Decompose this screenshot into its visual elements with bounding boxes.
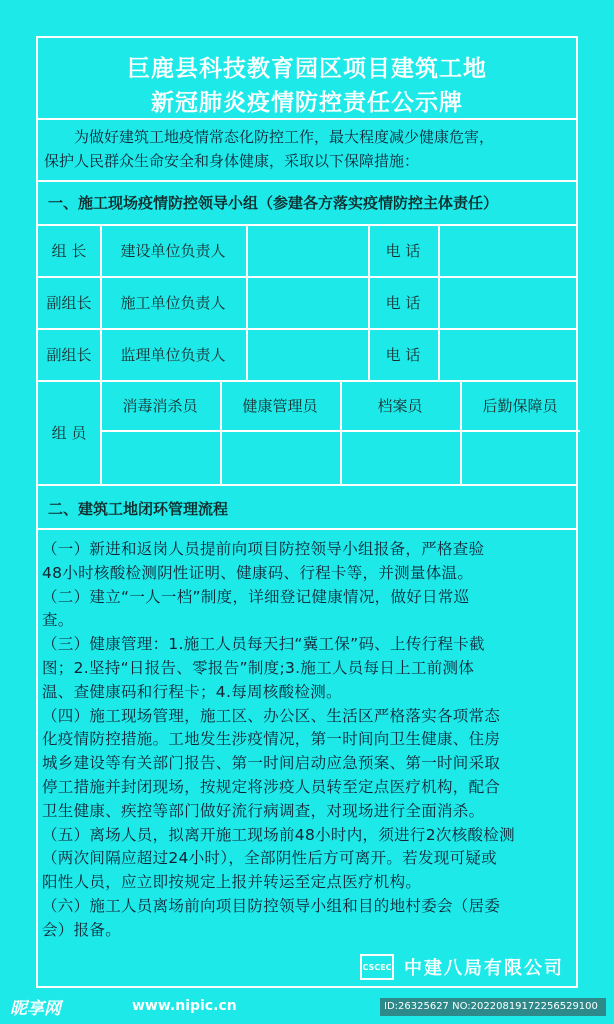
phone-label: 电 话 (385, 241, 421, 260)
unit-cell: 监理单位负责人 (120, 345, 226, 364)
board-title-line1: 巨鹿县科技教育园区项目建筑工地 (127, 56, 487, 82)
procedure-line: 阳性人员，应立即按规定上报并转运至定点医疗机构。 (42, 873, 422, 892)
phone-label: 电 话 (385, 293, 421, 312)
procedure-line: 停工措施并封闭现场，按规定将涉疫人员转至定点医疗机构，配合 (42, 778, 501, 796)
watermark-brand: 昵享网 (10, 999, 61, 1019)
company-signature (360, 954, 564, 980)
unit-cell: 施工单位负责人 (120, 293, 226, 312)
role-cell: 组 长 (51, 241, 87, 260)
member-role: 档案员 (377, 396, 423, 415)
procedure-line: 城乡建设等有关部门报告、第一时间启动应急预案、第一时间采取 (42, 754, 501, 773)
phone-label: 电 话 (385, 345, 421, 364)
procedure-line: 会）报备。 (42, 920, 122, 939)
section2-title: 二、建筑工地闭环管理流程 (48, 500, 229, 518)
member-label: 组 员 (51, 423, 87, 442)
intro-line1: 为做好建筑工地疫情常态化防控工作，最大程度减少健康危害， (74, 128, 495, 146)
procedure-line: 查。 (42, 611, 74, 630)
divider (38, 180, 576, 182)
procedure-line: （二）建立“一人一档”制度，详细登记健康情况，做好日常巡 (42, 587, 470, 606)
role-cell: 副组长 (46, 293, 92, 312)
procedure-line: （两次间隔应超过24小时），全部阴性后方可离开。若发现可疑或 (42, 849, 497, 868)
procedure-line: 48小时核酸检测阴性证明、健康码、行程卡等，并测量体温。 (42, 563, 474, 582)
procedure-line: 卫生健康、疾控等部门做好流行病调查，对现场进行全面消杀。 (42, 801, 485, 820)
procedure-line: （六）施工人员离场前向项目防控领导小组和目的地村委会（居委 (42, 897, 501, 915)
procedure-line: 化疫情防控措施。工地发生涉疫情况，第一时间向卫生健康、住房 (42, 730, 501, 749)
notice-board (36, 36, 578, 988)
procedure-line: （一）新进和返岗人员提前向项目防控领导小组报备，严格查验 (42, 540, 485, 558)
logo-text: CSCEC (362, 962, 392, 972)
divider (38, 528, 576, 530)
company-name: 中建八局有限公司 (404, 958, 564, 979)
divider (38, 118, 576, 120)
table-row-line (38, 484, 576, 486)
section1-title: 一、施工现场疫情防控领导小组（参建各方落实疫情防控主体责任） (48, 194, 499, 212)
member-role: 消毒消杀员 (122, 396, 198, 415)
company-logo-icon (360, 954, 394, 980)
procedure-line: 图；2.坚持“日报告、零报告”制度;3.施工人员每日上工前测体 (42, 659, 475, 677)
watermark-url: www.nipic.cn (132, 998, 237, 1014)
member-role: 后勤保障员 (482, 396, 558, 415)
procedure-line: （四）施工现场管理，施工区、办公区、生活区严格落实各项常态 (42, 706, 501, 725)
member-role: 健康管理员 (242, 396, 318, 415)
watermark-id: ID:26325627 NO:20220819172256529100 (380, 998, 606, 1016)
unit-cell: 建设单位负责人 (120, 241, 226, 260)
board-title-line2: 新冠肺炎疫情防控责任公示牌 (151, 90, 463, 116)
procedure-line: （三）健康管理：1.施工人员每天扫“冀工保”码、上传行程卡截 (42, 635, 485, 654)
intro-line2: 保护人民群众生命安全和身体健康，采取以下保障措施： (44, 152, 420, 170)
procedure-line: 温、查健康码和行程卡；4.每周核酸检测。 (42, 682, 342, 701)
table-col-line (246, 224, 248, 380)
procedure-line: （五）离场人员，拟离开施工现场前48小时内，须进行2次核酸检测 (42, 825, 515, 844)
table-col-line (438, 224, 440, 380)
role-cell: 副组长 (46, 345, 92, 364)
